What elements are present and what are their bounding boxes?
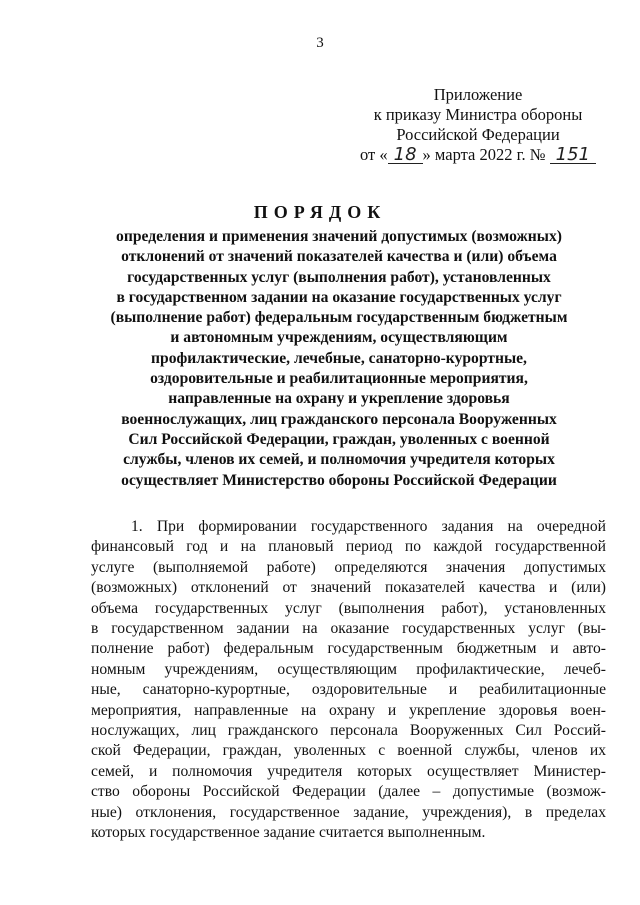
paragraph-1 <box>91 517 606 844</box>
paragraph-line: (возможных) отклонений от значений показателей качества и (или) <box>91 579 606 597</box>
appendix-order-ref: к приказу Министра обороны <box>373 105 583 124</box>
paragraph-line: полнение работ) федеральным государственным бюджетным и авто- <box>91 640 606 658</box>
heading-line: профилактические, лечебные, санаторно-курортные, <box>151 349 527 367</box>
heading-line: военнослужащих, лиц гражданского персонала Вооруженных <box>121 410 557 428</box>
paragraph-line: в государственном задании на оказание государственных услуг (вы- <box>91 620 606 638</box>
paragraph-line: 1. При формировании государственного задания на очередной <box>131 518 606 535</box>
date-prefix: от « <box>360 145 388 164</box>
paragraph-line: финансовый год и на плановый период по каждой государственной <box>91 538 606 556</box>
paragraph-line: номным учреждениям, осуществляющим профилактические, лечеб- <box>91 660 606 678</box>
handwritten-order-number: 151 <box>550 147 596 164</box>
heading-line: отклонений от значений показателей качества и (или) объема <box>121 248 557 266</box>
appendix-date-line <box>344 145 612 165</box>
paragraph-line: ской Федерации, граждан, уволенных с военной службы, членов их <box>91 742 606 760</box>
heading-line: оздоровительные и реабилитационные мероприятия, <box>150 370 528 388</box>
handwritten-day: 18 <box>388 147 423 164</box>
date-middle: » марта 2022 г. № <box>422 145 546 164</box>
appendix-country: Российской Федерации <box>396 125 560 144</box>
heading-line: направленные на охрану и укрепление здоровья <box>168 390 510 408</box>
heading-line: государственных услуг (выполнения работ), установленных <box>127 268 551 286</box>
paragraph-line: которых государственное задание считается выполненным. <box>91 824 486 842</box>
heading-line: Сил Российской Федерации, граждан, уволенных с военной <box>128 430 550 448</box>
document-title: ПОРЯДОК <box>253 202 387 222</box>
heading-line: осуществляет Министерство обороны Российской Федерации <box>121 471 557 489</box>
document-heading <box>72 227 606 491</box>
appendix-title: Приложение <box>433 85 523 104</box>
heading-line: (выполнение работ) федеральным государственным бюджетным <box>110 309 568 327</box>
appendix-header <box>344 85 612 165</box>
paragraph-line: ные) отклонения, государственное задание, учреждения), в пределах <box>91 803 606 821</box>
paragraph-line: ные, санаторно-курортные, оздоровительные и реабилитационные <box>91 681 606 699</box>
paragraph-line: нослужащих, лиц гражданского персонала Вооруженных Сил Россий- <box>91 722 606 740</box>
paragraph-line: объема государственных услуг (выполнения работ), установленных <box>91 599 606 617</box>
heading-line: и автономным учреждениям, осуществляющим <box>170 329 508 347</box>
paragraph-line: мероприятия, направленные на охрану и укрепление здоровья воен- <box>91 701 606 719</box>
heading-line: в государственном задании на оказание государственных услуг <box>116 288 562 306</box>
paragraph-line: семей, и полномочия учредителя которых осуществляет Министер- <box>91 762 606 780</box>
page-number: 3 <box>316 35 324 51</box>
paragraph-line: ство обороны Российской Федерации (далее – допустимые (возмож- <box>91 783 606 801</box>
heading-line: службы, членов их семей, и полномочия учредителя которых <box>123 451 555 469</box>
paragraph-line: услуге (выполняемой работе) определяются значения допустимых <box>91 558 606 576</box>
heading-line: определения и применения значений допустимых (возможных) <box>116 228 562 245</box>
